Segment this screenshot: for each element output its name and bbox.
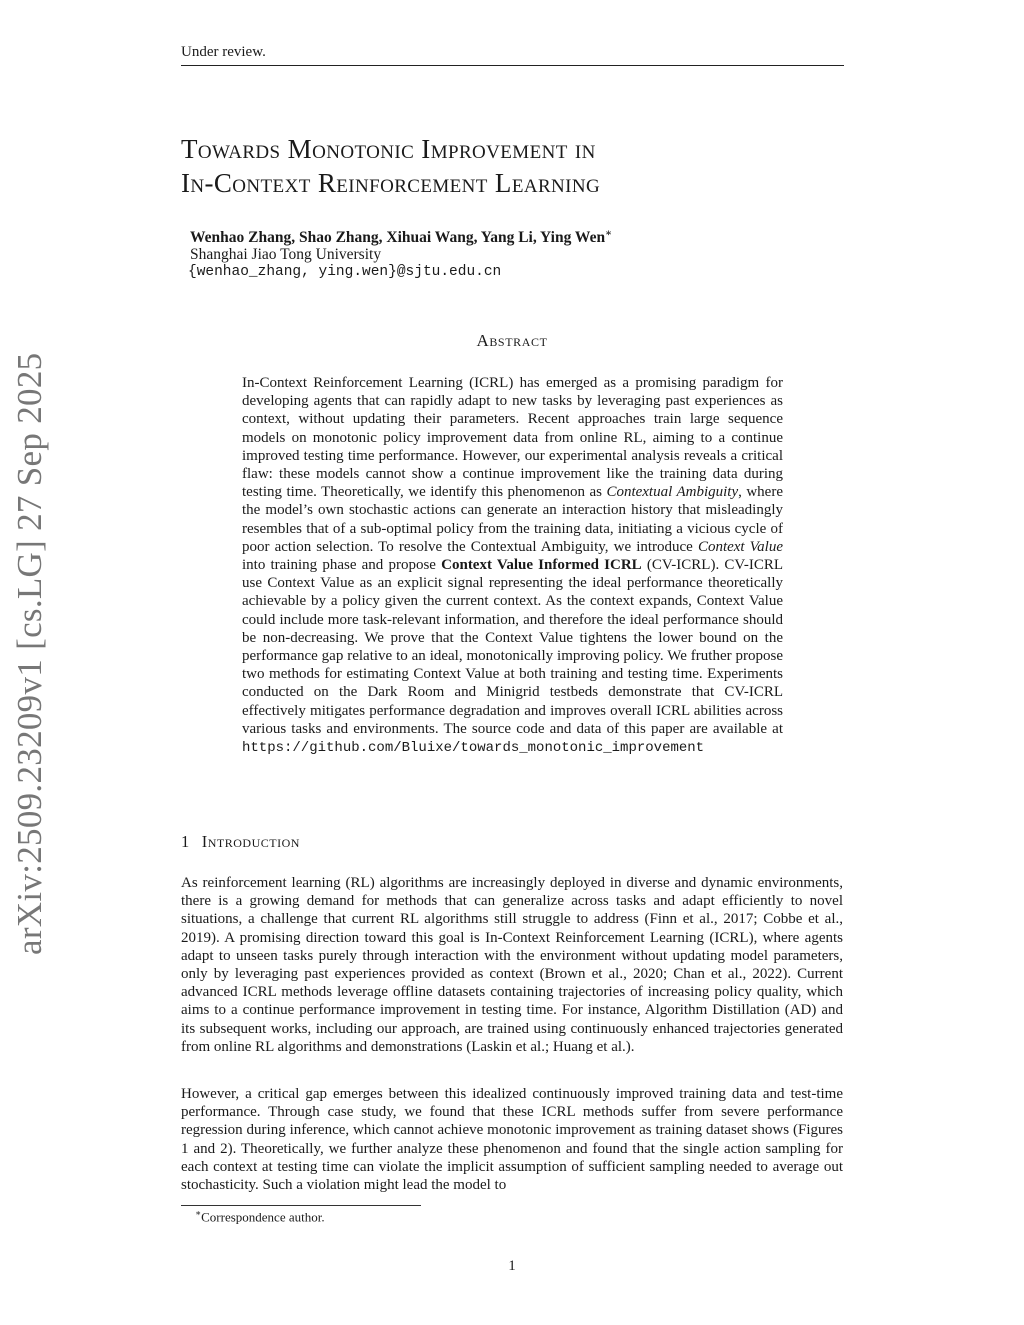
intro-paragraph-1: As reinforcement learning (RL) algorithms are increasingly deployed in diverse and dynamic environments, there is a growing demand for methods that can generalize across tasks and adapt efficiently to novel situations, a challenge that current RL algorithms still struggle to address (Finn et al., 2017; Cobbe et al., 2019). A promising direction toward this goal is In-Context Reinforcement Learning (ICRL), where agents adapt to unseen tasks purely through interaction with the environment without updating model parameters, only by leveraging past experiences provided as context (Brown et al., 2020; Chan et al., 2022). Current advanced ICRL methods leverage offline datasets containing trajectories of increasing policy quality, which aims to a continue performance improvement in testing time. For instance, Algorithm Distillation (AD) and its subsequent works, including our approach, are trained using continuously enhanced trajectories generated from online RL algorithms and demonstrations (Laskin et al.; Huang et al.). [181, 875, 843, 1055]
abstract-emphasis-1: Contextual Ambiguity [606, 484, 739, 501]
abstract-text-2: , where the model’s own stochastic actions can generate an interaction history that misleadingly resembles that of a sub-optimal policy from the training data, initiating a vicious cycle of poor action selection. To resolve the Contextual Ambiguity, we introduce [242, 484, 783, 555]
page-number: 1 [508, 1258, 516, 1274]
abstract-body [242, 374, 783, 757]
arxiv-identifier: arXiv:2509.23209v1 [cs.LG] 27 Sep 2025 [10, 352, 49, 955]
footnote-mark: ∗ [195, 1208, 202, 1218]
abstract-text-4: (CV-ICRL). CV-ICRL use Context Value as an explicit signal representing the ideal performance theoretically achievable by a policy given the current context. As the context expands, Context Value could include more task-relevant information, and therefore the ideal performance should be non-decreasing. We prove that the Context Value tightens the lower bound on the performance gap relative to an ideal, monotonically improving policy. We fruther propose two methods for estimating Context Value at both training and testing time. Experiments conducted on the Dark Room and Minigrid testbeds demonstrate that CV-ICRL effectively mitigates performance degradation and improves overall ICRL abilities across various tasks and environments. The source code and data of this paper are available at [242, 557, 783, 737]
header-rule [181, 65, 844, 66]
correspondence-mark: ∗ [605, 228, 612, 239]
section-title: Introduction [201, 832, 300, 851]
title-line-2: In-Context Reinforcement Learning [181, 168, 601, 198]
affiliation: Shanghai Jiao Tong University [190, 246, 382, 263]
author-names: Wenhao Zhang, Shao Zhang, Xihuai Wang, Yang Li, Ying Wen [190, 229, 606, 247]
abstract-text-1: In-Context Reinforcement Learning (ICRL) has emerged as a promising paradigm for developing agents that can rapidly adapt to new tasks by leveraging past experiences as context, without updating their parameters. Recent approaches train large sequence models on monotonic policy improvement data from online RL, aiming to a continue improved testing time performance. However, our experimental analysis reveals a critical flaw: these models cannot show a continue improvement like the training data during testing time. Theoretically, we identify this phenomenon as [242, 375, 783, 501]
abstract-heading: Abstract [476, 331, 548, 350]
paper-title [181, 132, 600, 200]
section-number: 1 [181, 832, 190, 851]
title-line-1: Towards Monotonic Improvement in [181, 134, 596, 164]
abstract-emphasis-2: Context Value [697, 538, 784, 555]
author-email: {wenhao_zhang, ying.wen}@sjtu.edu.cn [188, 264, 502, 280]
footnote-text: Correspondence author. [201, 1209, 325, 1225]
section-heading [181, 832, 300, 852]
footnote [195, 1208, 325, 1225]
abstract-strong-1: Context Value Informed ICRL [441, 557, 642, 574]
intro-paragraph-2: However, a critical gap emerges between this idealized continuously improved training data and test-time performance. Through case study, we found that these ICRL methods suffer from severe performance regression during inference, which cannot achieve monotonic improvement as training dataset shows (Figures 1 and 2). Theoretically, we further analyze these phenomenon and found that the single action sampling for each context at testing time can violate the implicit assumption of sufficient sampling needed to average out stochasticity. Such a violation might lead the model to [181, 1086, 843, 1194]
author-list [190, 228, 612, 247]
code-link[interactable]: https://github.com/Bluixe/towards_monotonic_improvement [242, 740, 705, 757]
footnote-rule [181, 1205, 421, 1206]
abstract-text-3: into training phase and propose [242, 557, 442, 574]
running-header: Under review. [181, 44, 266, 60]
